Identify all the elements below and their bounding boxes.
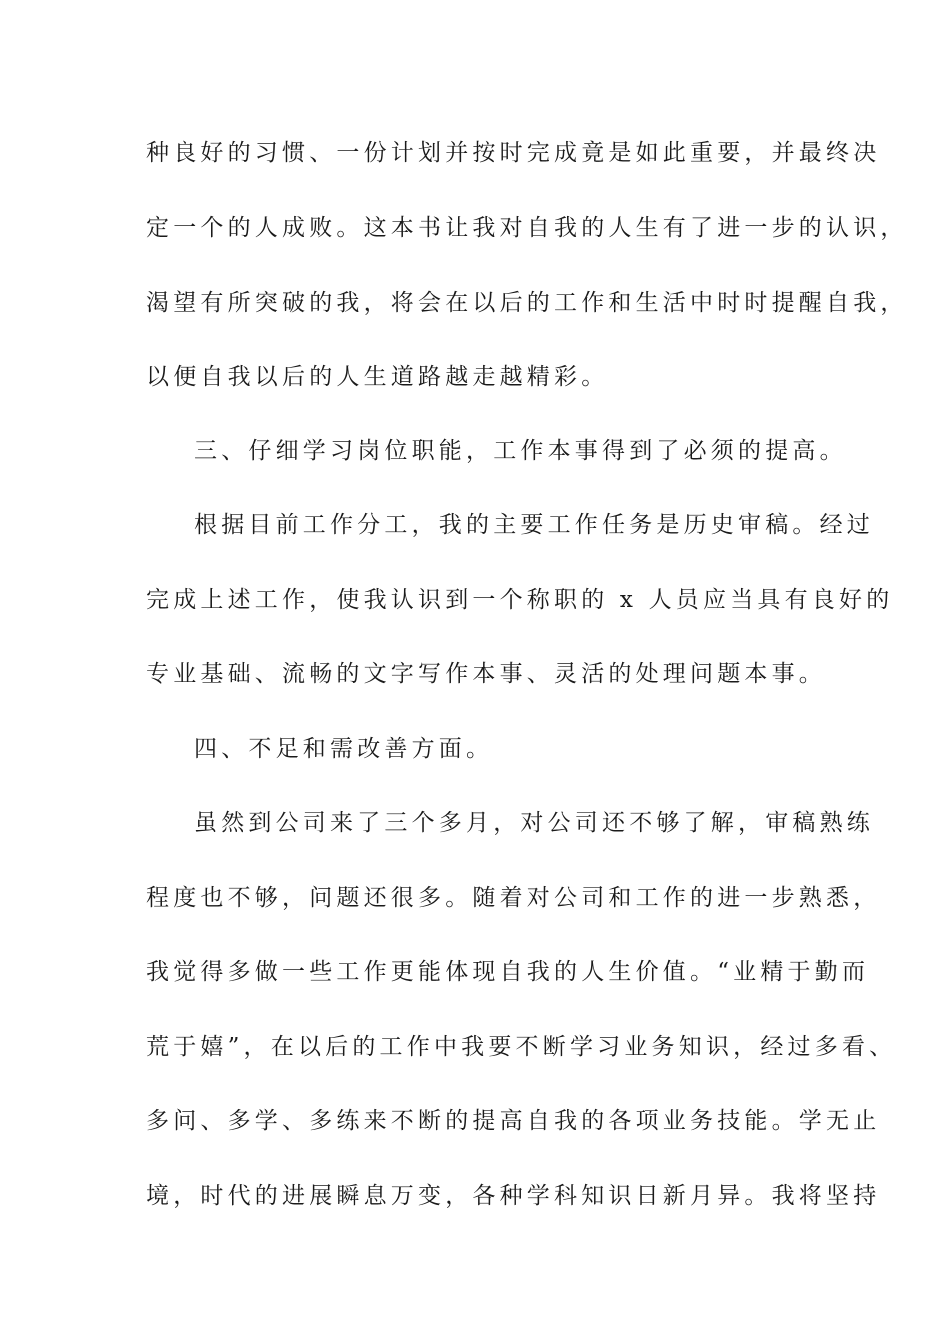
body-text-line: 荒于嬉”，在以后的工作中我要不断学习业务知识，经过多看、 [146,1034,897,1060]
body-text-line: 种良好的习惯、一份计划并按时完成竟是如此重要，并最终决 [146,140,881,166]
body-text-line: 以便自我以后的人生道路越走越精彩。 [146,364,609,390]
body-text-line: 定一个的人成败。这本书让我对自我的人生有了进一步的认识， [146,215,908,241]
body-text-line: 程度也不够，问题还很多。随着对公司和工作的进一步熟悉， [146,885,881,911]
body-text-line: 完成上述工作，使我认识到一个称职的 x 人员应当具有良好的 [146,587,894,613]
section-heading: 三、仔细学习岗位职能，工作本事得到了必须的提高。 [194,438,847,464]
body-text-line: 多问、多学、多练来不断的提高自我的各项业务技能。学无止 [146,1108,881,1134]
body-text-line: 虽然到公司来了三个多月，对公司还不够了解，审稿熟练 [194,810,874,836]
body-text-line: 我觉得多做一些工作更能体现自我的人生价值。“业精于勤而 [146,959,870,985]
body-text-line: 专业基础、流畅的文字写作本事、灵活的处理问题本事。 [146,661,826,687]
body-text-line: 渴望有所突破的我，将会在以后的工作和生活中时时提醒自我， [146,290,908,316]
body-text-line: 根据目前工作分工，我的主要工作任务是历史审稿。经过 [194,512,874,538]
body-text-line: 境，时代的进展瞬息万变，各种学科知识日新月异。我将坚持 [146,1183,881,1209]
section-heading: 四、不足和需改善方面。 [194,736,494,762]
